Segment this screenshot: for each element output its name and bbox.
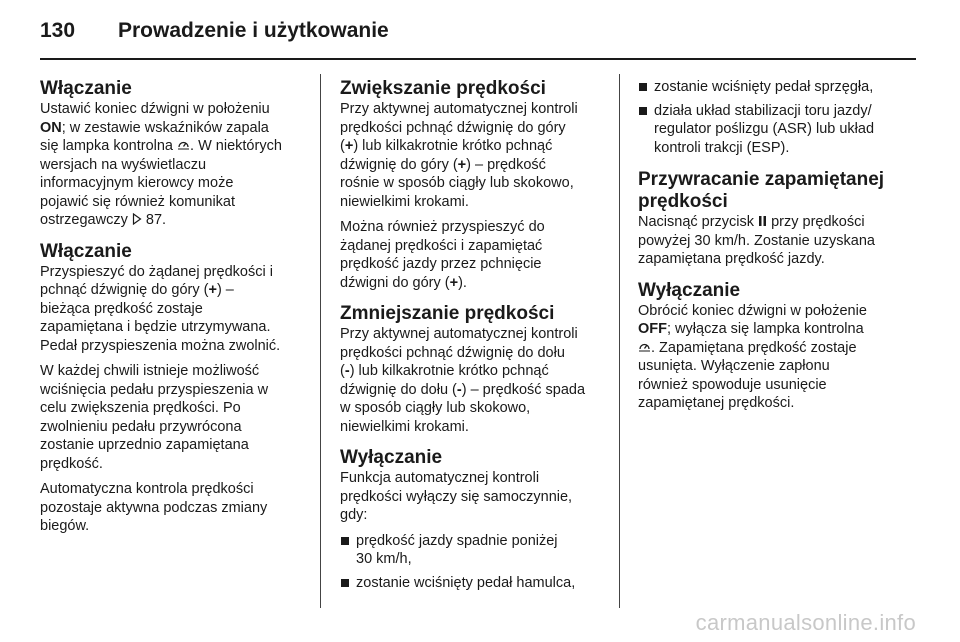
minus-symbol: - <box>456 381 462 398</box>
text-line: pojawić się również komunikat <box>40 193 236 210</box>
watermark: carmanualsonline.info <box>695 610 916 635</box>
text-line: prędkość jazdy przez pchnięcie <box>340 256 542 272</box>
text-line: prędkości wyłączy się samoczynnie, <box>340 488 573 505</box>
section-zwiekszanie <box>340 78 606 292</box>
text-line: usunięta. Wyłączenie zapłonu <box>638 358 830 374</box>
text-line: rośnie w sposób ciągły lub skokowo, <box>340 175 574 191</box>
text-line: się lampka kontrolna <box>40 138 173 154</box>
plus-symbol: + <box>449 274 459 291</box>
text-line: Automatyczna kontrola prędkości <box>40 481 254 497</box>
header-rule <box>40 58 916 60</box>
list-item <box>340 574 606 593</box>
paragraph <box>40 480 308 536</box>
text-line: kontroli trakcji (ESP). <box>654 139 790 156</box>
section-heading: Wyłączanie <box>340 447 443 468</box>
triangle-reference-icon[interactable] <box>132 213 142 225</box>
list-item <box>638 78 908 97</box>
running-title: Prowadzenie i użytkowanie <box>118 19 389 42</box>
text-line: pchnąć dźwignię do góry ( <box>40 282 209 298</box>
text-line: niewielkimi krokami. <box>340 418 469 435</box>
section-zmniejszanie <box>340 303 606 436</box>
text-line: informacyjnym kierowcy może <box>40 175 234 191</box>
text-line: ) – prędkość <box>466 156 546 173</box>
text-line: dźwignię do dołu ( <box>340 381 457 398</box>
text-line: ) lub kilkakrotnie krótko pchnąć <box>353 138 553 154</box>
section-heading: Wyłączanie <box>638 279 741 301</box>
paragraph <box>340 325 606 436</box>
plus-symbol: + <box>457 156 467 173</box>
text-line: prędkość. <box>40 455 103 472</box>
section-heading: Włączanie <box>40 240 132 262</box>
column-divider <box>619 74 620 608</box>
text-line: ) – <box>216 282 234 298</box>
text-line: Przyspieszyć do żądanej prędkości i <box>40 263 273 280</box>
paragraph <box>638 302 908 413</box>
text-line: Ustawić koniec dźwigni w położeniu <box>40 101 270 117</box>
section-heading: Zmniejszanie prędkości <box>340 303 555 324</box>
cruise-control-indicator-icon <box>177 138 190 151</box>
section-heading: Włączanie <box>40 78 132 99</box>
text-line: regulator poślizgu (ASR) lub układ <box>654 121 875 137</box>
paragraph <box>638 213 908 269</box>
text-line: . W niektórych <box>190 138 282 154</box>
bullet-list <box>638 78 908 157</box>
section-heading: Zwiększanie prędkości <box>340 78 546 99</box>
text-line: celu zwiększenia prędkości. Po <box>40 400 241 416</box>
text-line: W każdej chwili istnieje możliwość <box>40 363 260 379</box>
text-line: Obrócić koniec dźwigni w położenie <box>638 302 867 319</box>
text-line: zapamiętanej prędkości. <box>638 395 795 411</box>
pause-bars-icon <box>758 215 767 227</box>
text-line: przy prędkości <box>771 214 865 230</box>
cruise-control-indicator-icon <box>638 340 651 353</box>
list-item <box>638 102 908 158</box>
text-line: powyżej 30 km/h. Zostanie uzyskana <box>638 232 875 249</box>
paragraph <box>340 218 606 292</box>
text-line: ( <box>340 363 345 379</box>
page-header <box>40 14 916 54</box>
text-line: zostanie wciśnięty pedał sprzęgła, <box>654 79 874 95</box>
section-wylaczanie-2 <box>638 280 908 413</box>
text-line: prędkości pchnąć dźwignię do dołu <box>340 344 565 361</box>
column-left <box>40 78 308 547</box>
column-right <box>638 78 908 424</box>
text-line: Przy aktywnej automatycznej kontroli <box>340 326 578 342</box>
heading-line: Przywracanie zapamiętanej <box>638 169 885 190</box>
text-line: ostrzegawczy <box>40 212 128 228</box>
column-divider <box>320 74 321 608</box>
text-line: ) – prędkość spada <box>461 381 586 398</box>
text-line: Nacisnąć przycisk <box>638 214 755 230</box>
bullet-list <box>340 532 606 593</box>
text-line: działa układ stabilizacji toru jazdy/ <box>654 102 872 119</box>
text-line: prędkość jazdy spadnie poniżej <box>356 532 558 549</box>
text-line: wersjach na wyświetlaczu <box>40 156 207 173</box>
paragraph <box>40 263 308 356</box>
bold-label: OFF <box>638 321 667 337</box>
text-line: niewielkimi krokami. <box>340 193 469 210</box>
text-line: wciśnięcia pedału przyspieszenia w <box>40 381 269 398</box>
text-line: . Zapamiętana prędkość zostaje <box>651 339 857 356</box>
plus-symbol: + <box>344 138 354 154</box>
text-line: ). <box>458 274 467 291</box>
text-line: prędkości pchnąć dźwignię do góry <box>340 119 566 136</box>
paragraph <box>40 362 308 473</box>
text-line: bieżąca prędkość zostaje <box>40 300 203 317</box>
text-line: Pedał przyspieszenia można zwolnić. <box>40 337 281 354</box>
page-reference[interactable]: 87. <box>145 212 167 228</box>
column-middle <box>340 78 606 603</box>
text-line: 30 km/h, <box>356 551 412 567</box>
text-line: zwolnieniu pedału przywrócona <box>40 418 242 435</box>
text-line: ; wyłącza się lampka kontrolna <box>667 321 864 337</box>
paragraph <box>340 100 606 211</box>
section-wlaczanie-2 <box>40 241 308 536</box>
minus-symbol: - <box>344 363 350 379</box>
text-line: zostanie wciśnięty pedał hamulca, <box>356 574 576 591</box>
text-line: dźwigni do góry ( <box>340 274 450 291</box>
text-line: żądanej prędkości i zapamiętać <box>340 237 543 254</box>
text-line: dźwignię do góry ( <box>340 156 458 173</box>
text-line: Można również przyspieszyć do <box>340 219 545 235</box>
text-line: zapamiętana i będzie utrzymywana. <box>40 319 271 335</box>
text-line: również spowoduje usunięcie <box>638 376 827 393</box>
text-line: pozostaje aktywna podczas zmiany <box>40 499 268 516</box>
text-line: Przy aktywnej automatycznej kontroli <box>340 101 578 117</box>
plus-symbol: + <box>208 282 217 298</box>
page-number: 130 <box>40 19 76 42</box>
text-line: biegów. <box>40 518 90 534</box>
heading-line: prędkości <box>638 191 728 212</box>
bold-label: ON <box>40 119 62 136</box>
text-line: ( <box>340 138 345 154</box>
section-wylaczanie-1 <box>340 447 606 592</box>
section-przywracanie <box>638 169 908 269</box>
paragraph <box>40 100 308 230</box>
paragraph <box>340 469 606 525</box>
text-line: ) lub kilkakrotnie krótko pchnąć <box>349 363 549 379</box>
text-line: ; w zestawie wskaźników zapala <box>61 119 269 136</box>
text-line: zapamiętana prędkość jazdy. <box>638 251 825 267</box>
text-line: zostanie uprzednio zapamiętana <box>40 437 249 453</box>
text-line: gdy: <box>340 507 368 523</box>
text-line: Funkcja automatycznej kontroli <box>340 470 540 486</box>
section-heading <box>638 169 908 213</box>
section-wlaczanie-1 <box>40 78 308 230</box>
list-item <box>340 532 606 569</box>
text-line: w sposób ciągły lub skokowo, <box>340 400 531 416</box>
